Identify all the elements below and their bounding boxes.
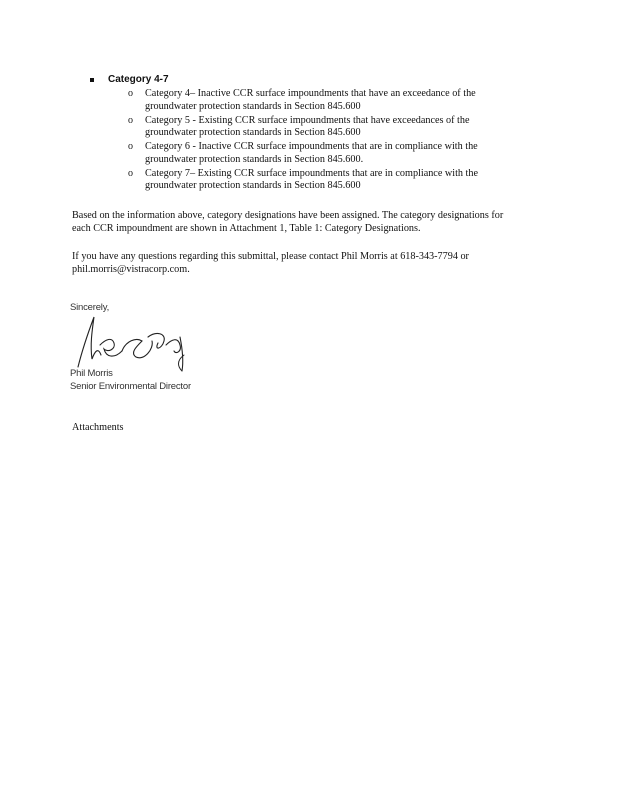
list-item-line1: Category 6 - Inactive CCR surface impoundments that are in compliance with the [145,141,478,152]
circle-bullet-icon: o [128,167,133,179]
category-bullet-block [90,74,550,194]
paragraph-line: Based on the information above, category designations have been assigned. The category designations for [72,210,504,221]
circle-bullet-icon: o [128,88,133,99]
paragraph-line: If you have any questions regarding this submittal, please contact Phil Morris at 618-343-7794 or [72,251,469,262]
circle-bullet-icon: o [128,141,133,152]
handwritten-signature-icon [70,311,205,373]
paragraph-line: each CCR impoundment are shown in Attachment 1, Table 1: Category Designations. [72,223,421,234]
contact-paragraph [72,250,572,276]
list-item-line2: groundwater protection standards in Section 845.600 [145,180,361,191]
list-item-line2: groundwater protection standards in Section 845.600 [145,127,361,138]
category-heading-text: Category 4-7 [108,74,169,85]
category-designation-paragraph [72,209,572,235]
signature-block [70,299,240,394]
circle-bullet-icon: o [128,114,133,126]
square-bullet-icon [90,78,94,82]
category-heading [90,74,550,85]
list-item-line2: groundwater protection standards in Section 845.600 [145,100,361,112]
category-list [90,88,550,193]
paragraph-line: phil.morris@vistracorp.com. [72,264,190,275]
list-item [90,168,550,193]
signer-name: Phil Morris [70,368,113,379]
list-item-line1: Category 5 - Existing CCR surface impoundments that have exceedances of the [145,114,470,126]
list-item-line1: Category 4– Inactive CCR surface impoundments that have an exceedance of the [145,88,476,99]
attachments-label: Attachments [72,422,124,433]
signer-title: Senior Environmental Director [70,381,191,392]
list-item-line2: groundwater protection standards in Section 845.600. [145,153,364,165]
list-item-line1: Category 7– Existing CCR surface impoundments that are in compliance with the [145,167,479,179]
list-item [90,88,550,113]
closing-text: Sincerely, [70,302,110,313]
list-item [90,141,550,166]
list-item [90,115,550,140]
